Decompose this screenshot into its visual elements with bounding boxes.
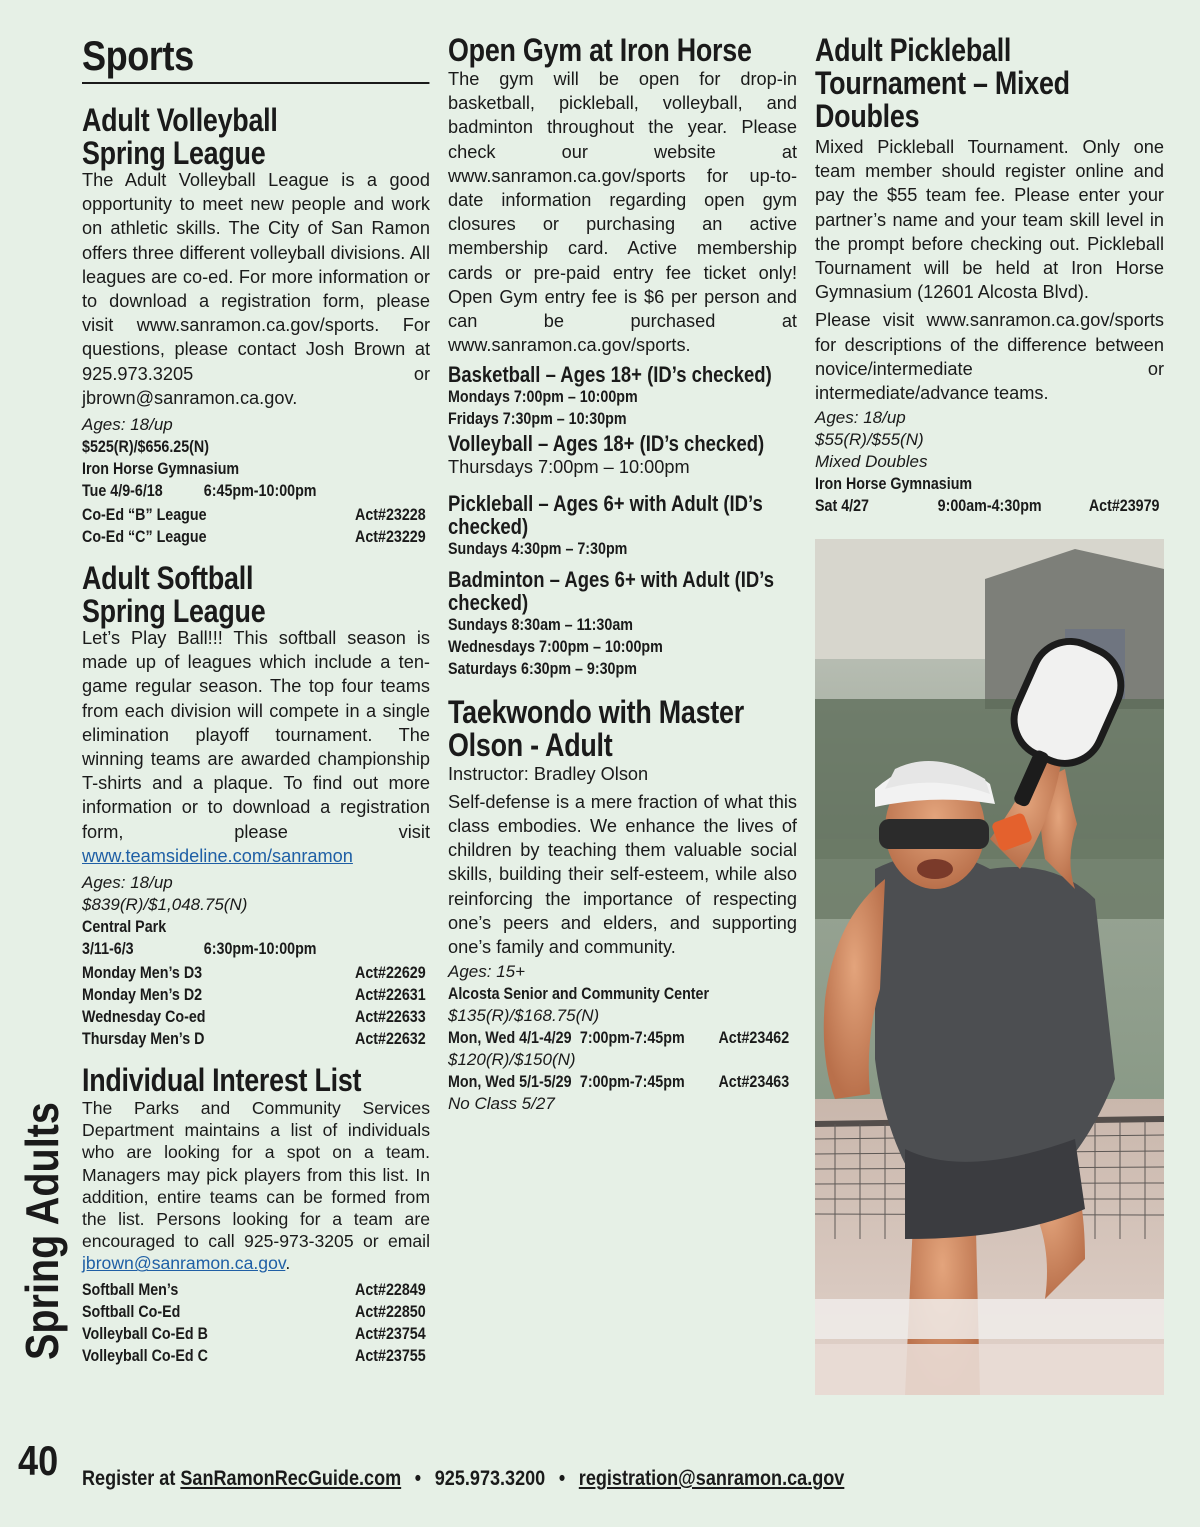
interest-item-act: Act#23754 xyxy=(355,1323,426,1343)
pickleball-ages: Ages: 18/up xyxy=(815,408,906,428)
interest-item-name: Softball Co-Ed xyxy=(82,1301,181,1321)
footer xyxy=(82,1464,844,1494)
pickleball-price: $55(R)/$55(N) xyxy=(815,430,924,450)
footer-site-link[interactable]: SanRamonRecGuide.com xyxy=(180,1467,402,1490)
softball-item[interactable] xyxy=(82,1006,430,1028)
volleyball-title-line1: Adult Volleyball xyxy=(82,102,278,138)
taekwondo-price: $135(R)/$168.75(N) xyxy=(448,1006,600,1026)
opengym-pickleball-title: Pickleball – Ages 6+ with Adult (ID’s checked) xyxy=(448,490,763,539)
column-left xyxy=(82,30,430,1367)
softball-title-line2: Spring League xyxy=(82,593,266,630)
volleyball-time: 6:45pm-10:00pm xyxy=(203,481,317,501)
taekwondo-location: Alcosta Senior and Community Center xyxy=(448,984,710,1004)
taekwondo-ages: Ages: 15+ xyxy=(448,962,526,982)
volleyball-item-act: Act#23229 xyxy=(355,527,426,547)
section-spine-text: Spring Adults xyxy=(16,1102,68,1360)
taekwondo-price: $120(R)/$150(N) xyxy=(448,1050,576,1070)
softball-description xyxy=(82,626,430,868)
taekwondo-note: No Class 5/27 xyxy=(448,1094,555,1114)
softball-item-act: Act#22631 xyxy=(355,985,426,1005)
softball-price: $839(R)/$1,048.75(N) xyxy=(82,895,248,915)
page-number: 40 xyxy=(18,1437,59,1484)
opengym-basketball-time: Fridays 7:30pm – 10:30pm xyxy=(448,409,627,429)
column-middle xyxy=(448,30,797,1115)
taekwondo-session-act: Act#23463 xyxy=(718,1072,790,1092)
pickleball-act: Act#23979 xyxy=(1088,496,1160,516)
volleyball-price: $525(R)/$656.25(N) xyxy=(82,437,210,457)
softball-item-act: Act#22632 xyxy=(355,1029,426,1049)
taekwondo-session[interactable] xyxy=(448,1071,797,1093)
volleyball-description: The Adult Volleyball League is a good opportunity to meet new people and work on athletic skills. The City of San Ramon offers three different volleyball divisions. All leagues are co-ed. For more information or to download a registration form, please visit www.sanramon.ca.gov/sports. For questions, please contact Josh Brown at 925.973.3205 or jbrown@sanramon.ca.gov. xyxy=(82,170,430,408)
interest-item[interactable] xyxy=(82,1279,430,1301)
softball-title-line1: Adult Softball xyxy=(82,560,254,597)
softball-item-name: Monday Men’s D3 xyxy=(82,963,203,983)
opengym-volleyball-title: Volleyball – Ages 18+ (ID’s checked) xyxy=(448,431,765,457)
taekwondo-session-days: Mon, Wed 5/1-5/29 xyxy=(448,1072,572,1092)
interest-title: Individual Interest List xyxy=(82,1062,362,1099)
taekwondo-session-time: 7:00pm-7:45pm xyxy=(579,1028,685,1048)
softball-ages: Ages: 18/up xyxy=(82,873,173,893)
opengym-pickleball-time: Sundays 4:30pm – 7:30pm xyxy=(448,538,628,558)
pickleball-location: Iron Horse Gymnasium xyxy=(815,474,973,494)
softball-item[interactable] xyxy=(82,1028,430,1050)
pickleball-title-line2: Tournament – Mixed xyxy=(815,65,1070,101)
volleyball-dates: Tue 4/9-6/18 xyxy=(82,481,163,501)
opengym-badminton-title: Badminton – Ages 6+ with Adult (ID’s checked) xyxy=(448,566,774,615)
taekwondo-title-line1: Taekwondo with Master xyxy=(448,693,744,730)
pickleball-title-line3: Doubles xyxy=(815,98,920,134)
interest-item-name: Volleyball Co-Ed B xyxy=(82,1323,208,1343)
volleyball-item[interactable] xyxy=(82,504,430,526)
opengym-badminton-time: Saturdays 6:30pm – 9:30pm xyxy=(448,658,637,678)
footer-phone[interactable]: 925.973.3200 xyxy=(434,1467,546,1490)
softball-item-name: Thursday Men’s D xyxy=(82,1029,205,1049)
interest-item-act: Act#22849 xyxy=(355,1279,426,1299)
pickleball-player-photo xyxy=(815,539,1164,1395)
softball-time: 6:30pm-10:00pm xyxy=(203,939,317,959)
taekwondo-title xyxy=(448,693,797,763)
taekwondo-session[interactable] xyxy=(448,1027,797,1049)
interest-item-act: Act#23755 xyxy=(355,1345,426,1365)
taekwondo-session-time: 7:00pm-7:45pm xyxy=(579,1072,685,1092)
pickleball-title-line1: Adult Pickleball xyxy=(815,32,1012,68)
interest-item[interactable] xyxy=(82,1323,430,1345)
volleyball-schedule xyxy=(82,480,430,502)
opengym-basketball-title: Basketball – Ages 18+ (ID’s checked) xyxy=(448,362,772,388)
opengym-description: The gym will be open for drop-in basketball, pickleball, volleyball, and badminton throughout the year. Please check our website at www.sanramon.ca.gov/sports for up-to-date information regarding open gym closures or purchasing an active membership card. Active membership cards or pre-paid entry fee ticket only! Open Gym entry fee is $6 per person and can be purchased at www.sanramon.ca.gov/sports. xyxy=(448,69,797,356)
interest-item-act: Act#22850 xyxy=(355,1301,426,1321)
pickleball-format: Mixed Doubles xyxy=(815,452,928,472)
softball-item-name: Wednesday Co-ed xyxy=(82,1007,206,1027)
volleyball-title xyxy=(82,104,430,170)
taekwondo-description: Self-defense is a mere fraction of what this class embodies. We enhance the lives of children by teaching them valuable social skills, building their self-esteem, while also reinforcing the importance of respecting one’s peers and elders, and supporting one’s family and community. xyxy=(448,791,797,958)
footer-bullet: • xyxy=(414,1467,422,1490)
pickleball-description: Mixed Pickleball Tournament. Only one team member should register online and pay the $55 team fee. Please enter your partner’s name and your team skill level in the prompt before checking out. Pickleball Tournament will be held at Iron Horse Gymnasium (12601 Alcosta Blvd). xyxy=(815,137,1164,303)
interest-period: . xyxy=(285,1253,291,1274)
interest-item[interactable] xyxy=(82,1301,430,1323)
softball-item[interactable] xyxy=(82,962,430,984)
volleyball-item[interactable] xyxy=(82,526,430,548)
interest-item-name: Volleyball Co-Ed C xyxy=(82,1345,208,1365)
opengym-volleyball-time: Thursdays 7:00pm – 10:00pm xyxy=(448,457,690,478)
interest-description-text: The Parks and Community Services Department maintains a list of individuals who are looking for a spot on a team. Managers may pick players from this list. In addition, entire teams can be formed from the list. Persons looking for a team are encouraged to call 925-973-3205 or email xyxy=(82,1098,430,1252)
softball-dates: 3/11-6/3 xyxy=(82,939,134,959)
pickleball-time: 9:00am-4:30pm xyxy=(937,496,1042,516)
softball-location: Central Park xyxy=(82,917,167,937)
volleyball-item-name: Co-Ed “C” League xyxy=(82,527,207,547)
opengym-basketball-time: Mondays 7:00pm – 10:00pm xyxy=(448,387,638,407)
pickleball-title xyxy=(815,34,1164,133)
softball-link[interactable]: www.teamsideline.com/sanramon xyxy=(82,845,353,866)
interest-description xyxy=(82,1097,430,1275)
footer-prefix: Register at xyxy=(82,1467,176,1490)
interest-item-name: Softball Men’s xyxy=(82,1279,179,1299)
volleyball-location: Iron Horse Gymnasium xyxy=(82,459,240,479)
pickleball-description-2: Please visit www.sanramon.ca.gov/sports for descriptions of the difference between novice/intermediate or intermediate/advance teams. xyxy=(815,310,1164,404)
interest-item[interactable] xyxy=(82,1345,430,1367)
taekwondo-title-line2: Olson - Adult xyxy=(448,726,613,763)
softball-item-name: Monday Men’s D2 xyxy=(82,985,203,1005)
taekwondo-instructor: Instructor: Bradley Olson xyxy=(448,763,649,784)
volleyball-title-line2: Spring League xyxy=(82,135,266,171)
section-spine-label xyxy=(10,1040,74,1360)
opengym-title: Open Gym at Iron Horse xyxy=(448,32,752,68)
opengym-badminton-time: Wednesdays 7:00pm – 10:00pm xyxy=(448,636,663,656)
footer-bullet: • xyxy=(558,1467,566,1490)
softball-item-act: Act#22633 xyxy=(355,1007,426,1027)
pickleball-date: Sat 4/27 xyxy=(815,496,869,516)
softball-schedule xyxy=(82,938,430,960)
softball-description-text: Let’s Play Ball!!! This softball season is made up of leagues which include a ten-game regular season. The top four teams from each division will compete in a single elimination playoff tournament. The winning teams are awarded championship T-shirts and a plaque. To find out more information or to download a registration form, please visit xyxy=(82,628,430,842)
section-heading-sports: Sports xyxy=(82,30,429,84)
taekwondo-session-days: Mon, Wed 4/1-4/29 xyxy=(448,1028,572,1048)
opengym-badminton-time: Sundays 8:30am – 11:30am xyxy=(448,614,633,634)
footer-email-link[interactable]: registration@sanramon.ca.gov xyxy=(578,1467,845,1490)
volleyball-item-name: Co-Ed “B” League xyxy=(82,505,207,525)
volleyball-item-act: Act#23228 xyxy=(355,505,426,525)
taekwondo-session-act: Act#23462 xyxy=(718,1028,790,1048)
softball-title xyxy=(82,562,430,628)
interest-email-link[interactable]: jbrown@sanramon.ca.gov xyxy=(82,1253,286,1274)
softball-item-act: Act#22629 xyxy=(355,963,426,983)
softball-item[interactable] xyxy=(82,984,430,1006)
pickleball-session[interactable] xyxy=(815,495,1164,517)
column-right xyxy=(815,30,1164,517)
volleyball-ages: Ages: 18/up xyxy=(82,415,173,435)
